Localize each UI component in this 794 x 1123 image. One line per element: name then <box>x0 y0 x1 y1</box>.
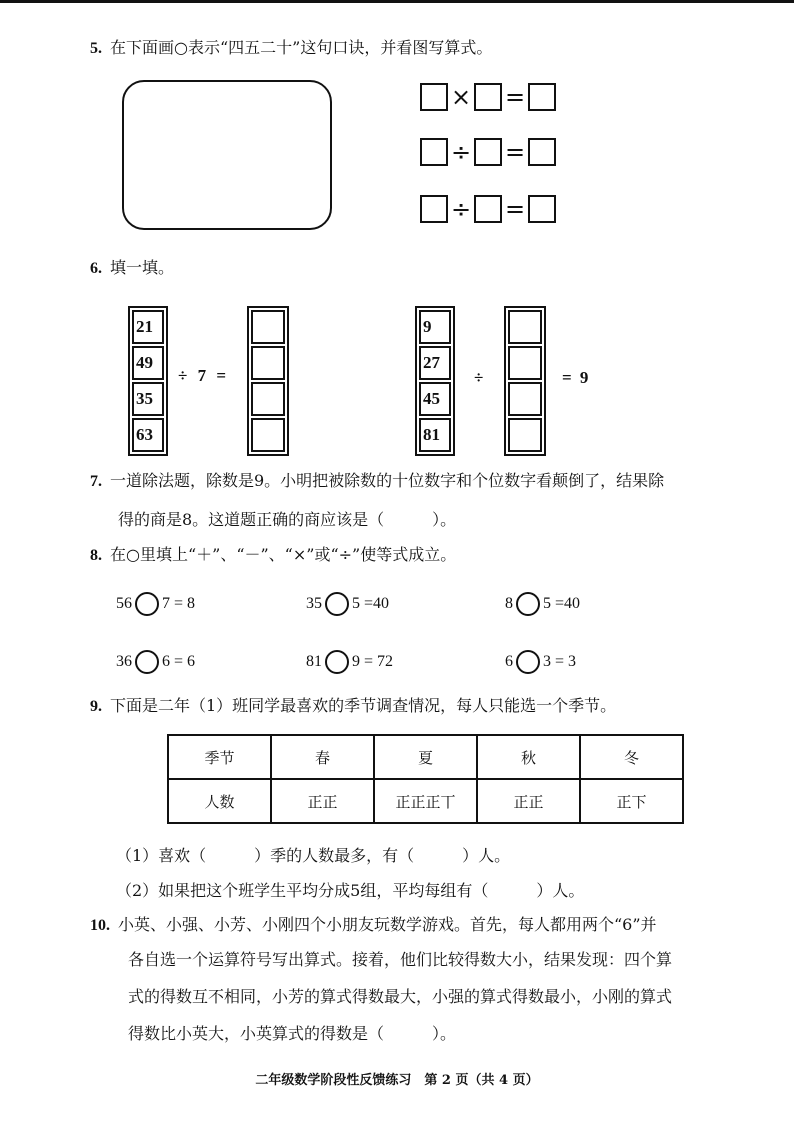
question-10-line-2: 各自选一个运算符号写出算式。接着，他们比较得数大小，结果发现：四个算 <box>128 950 673 969</box>
answer-cell[interactable] <box>251 418 285 452</box>
question-7 <box>90 471 664 492</box>
right-expression: 5 =40 <box>352 595 390 612</box>
right-divide-sign: ÷ <box>474 368 484 387</box>
equation-8-4 <box>116 650 195 674</box>
answer-cell[interactable] <box>508 346 542 380</box>
question-10 <box>90 915 657 936</box>
left-operator: ÷ 7 = <box>178 366 227 385</box>
answer-box[interactable] <box>528 195 556 223</box>
operator: ÷ <box>450 195 472 223</box>
left-number: 6 <box>505 653 513 670</box>
table-cell: 人数 <box>168 779 271 823</box>
dividend-cell: 27 <box>419 346 451 380</box>
left-number: 35 <box>306 595 322 612</box>
table-header-cell: 冬 <box>580 735 683 779</box>
question-8-text: 在○里填上“＋”、“－”、“×”或“÷”使等式成立。 <box>110 545 457 564</box>
left-number: 8 <box>505 595 513 612</box>
table-header-row <box>168 735 683 779</box>
right-expression: 5 =40 <box>543 595 581 612</box>
left-number: 36 <box>116 653 132 670</box>
question-7-number: 7. <box>90 473 102 490</box>
table-header-cell: 夏 <box>374 735 477 779</box>
dividend-cell: 81 <box>419 418 451 452</box>
right-expression: 7 = 8 <box>162 595 196 612</box>
equals-sign: = <box>504 138 526 166</box>
question-9 <box>90 696 616 717</box>
question-5 <box>90 38 492 59</box>
operator-circle[interactable] <box>325 592 349 616</box>
question-10-line-3: 式的得数互不相同，小芳的算式得数最大，小强的算式得数最小，小刚的算式 <box>128 987 673 1006</box>
question-9-sub-1: （1）喜欢（ ）季的人数最多，有（ ）人。 <box>116 846 511 865</box>
operator-circle[interactable] <box>135 592 159 616</box>
page-footer: 二年级数学阶段性反馈练习 第 2 页（共 4 页） <box>255 1073 539 1088</box>
equation-row-2 <box>420 135 556 169</box>
question-8 <box>90 545 456 566</box>
tally-cell: 正正 <box>477 779 580 823</box>
operator: × <box>450 83 472 111</box>
answer-cell[interactable] <box>251 346 285 380</box>
dividend-cell: 49 <box>132 346 164 380</box>
answer-box[interactable] <box>420 138 448 166</box>
question-6 <box>90 258 174 279</box>
equation-8-3 <box>505 592 580 616</box>
left-number: 81 <box>306 653 322 670</box>
answer-box[interactable] <box>420 195 448 223</box>
drawing-area[interactable] <box>122 80 332 230</box>
question-8-number: 8. <box>90 547 102 564</box>
divisor-column <box>504 306 546 456</box>
table-header-cell: 秋 <box>477 735 580 779</box>
operator-circle[interactable] <box>135 650 159 674</box>
table-row <box>168 779 683 823</box>
question-5-number: 5. <box>90 40 102 57</box>
dividend-cell: 45 <box>419 382 451 416</box>
equation-row-1 <box>420 80 556 114</box>
equation-8-1 <box>116 592 195 616</box>
tally-cell: 正正正丅 <box>374 779 477 823</box>
equals-sign: = <box>504 195 526 223</box>
question-6-text: 填一填。 <box>110 258 175 277</box>
question-6-number: 6. <box>90 260 102 277</box>
answer-box[interactable] <box>474 138 502 166</box>
answer-box[interactable] <box>474 195 502 223</box>
equation-8-2 <box>306 592 389 616</box>
question-9-sub-2: （2）如果把这个班学生平均分成5组，平均每组有（ ）人。 <box>116 881 585 900</box>
quotient-column <box>247 306 289 456</box>
answer-box[interactable] <box>528 138 556 166</box>
right-expression: 3 = 3 <box>543 653 577 670</box>
question-9-text: 下面是二年（1）班同学最喜欢的季节调查情况，每人只能选一个季节。 <box>110 696 617 715</box>
right-result: = 9 <box>562 368 589 387</box>
answer-cell[interactable] <box>251 310 285 344</box>
dividend-column-left <box>128 306 168 456</box>
question-10-number: 10. <box>90 917 110 934</box>
dividend-cell: 63 <box>132 418 164 452</box>
dividend-cell: 9 <box>419 310 451 344</box>
question-7-line-1: 一道除法题，除数是9。小明把被除数的十位数字和个位数字看颠倒了，结果除 <box>110 471 665 490</box>
table-header-cell: 季节 <box>168 735 271 779</box>
answer-cell[interactable] <box>508 382 542 416</box>
question-7-line-2: 得的商是8。这道题正确的商应该是（ ）。 <box>118 510 457 529</box>
tally-cell: 正下 <box>580 779 683 823</box>
dividend-column-right <box>415 306 455 456</box>
question-10-line-1: 小英、小强、小芳、小刚四个小朋友玩数学游戏。首先，每人都用两个“6”并 <box>118 915 657 934</box>
dividend-cell: 21 <box>132 310 164 344</box>
right-expression: 6 = 6 <box>162 653 196 670</box>
answer-box[interactable] <box>474 83 502 111</box>
top-rule <box>0 0 794 3</box>
operator-circle[interactable] <box>516 592 540 616</box>
equation-8-5 <box>306 650 393 674</box>
answer-cell[interactable] <box>508 310 542 344</box>
answer-box[interactable] <box>420 83 448 111</box>
tally-cell: 正正 <box>271 779 374 823</box>
equation-8-6 <box>505 650 576 674</box>
right-expression: 9 = 72 <box>352 653 394 670</box>
dividend-cell: 35 <box>132 382 164 416</box>
answer-cell[interactable] <box>251 382 285 416</box>
left-number: 56 <box>116 595 132 612</box>
question-10-line-4: 得数比小英大，小英算式的得数是（ ）。 <box>128 1024 457 1043</box>
operator-circle[interactable] <box>325 650 349 674</box>
equation-row-3 <box>420 192 556 226</box>
question-5-text: 在下面画○表示“四五二十”这句口诀，并看图写算式。 <box>110 38 493 57</box>
question-9-number: 9. <box>90 698 102 715</box>
answer-cell[interactable] <box>508 418 542 452</box>
operator: ÷ <box>450 138 472 166</box>
season-survey-table <box>167 734 684 824</box>
table-header-cell: 春 <box>271 735 374 779</box>
operator-circle[interactable] <box>516 650 540 674</box>
answer-box[interactable] <box>528 83 556 111</box>
equals-sign: = <box>504 83 526 111</box>
